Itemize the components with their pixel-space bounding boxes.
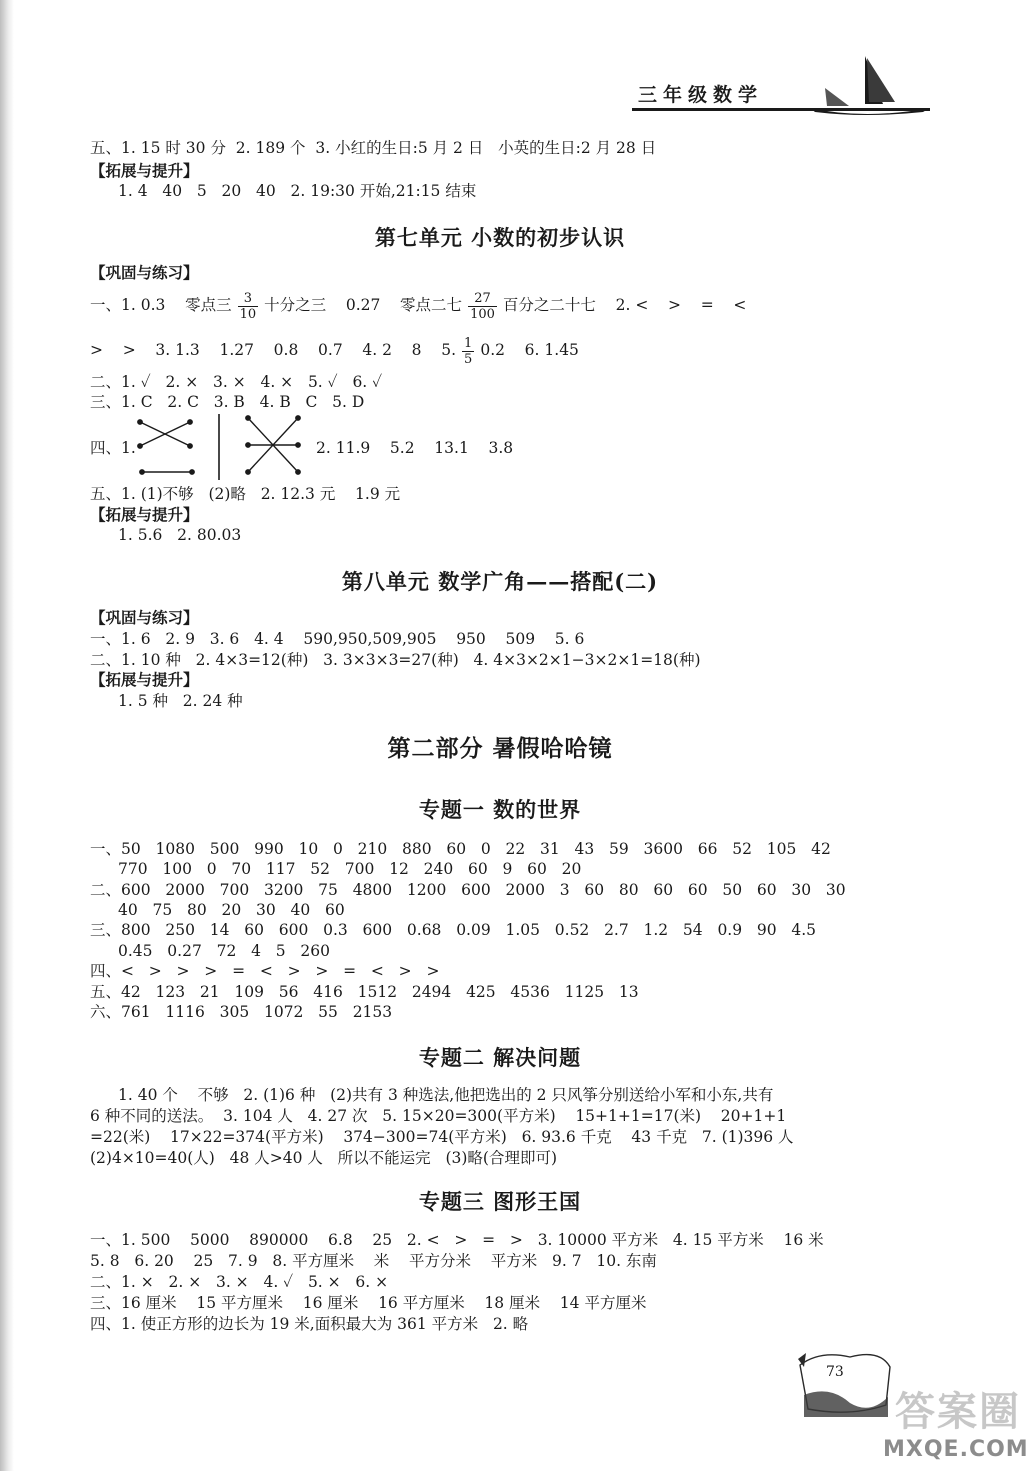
fraction-numerator: 3 — [238, 291, 259, 307]
unit7-q1-line2 — [90, 333, 579, 367]
topic1-line: 0.45 0.27 72 4 5 260 — [118, 942, 330, 960]
fraction-denominator: 100 — [470, 306, 495, 322]
topic3-line: 三、16 厘米 15 平方厘米 16 厘米 16 平方厘米 18 厘米 14 平方厘米 — [90, 1294, 647, 1312]
topic2-line: =22(米) 17×22=374(平方米) 374−300=74(平方米) 6. 93.6 千克 43 千克 7. (1)396 人 — [90, 1128, 794, 1146]
topic1-line: 五、42 123 21 109 56 416 1512 2494 425 4536 1125 13 — [90, 983, 639, 1001]
unit7-practice-label: 【巩固与练习】 — [90, 263, 199, 282]
fraction-numerator: 27 — [468, 291, 497, 307]
fraction-denominator: 10 — [239, 306, 257, 322]
topic1-line: 四、< > > > = < > > = < > > — [90, 962, 440, 980]
topic3-line: 5. 8 6. 20 25 7. 9 8. 平方厘米 米 平方分米 平方米 9. 7 10. 东南 — [90, 1252, 657, 1270]
unit8-practice-label: 【巩固与练习】 — [90, 608, 199, 627]
topic1-title: 专题一 数的世界 — [418, 797, 582, 822]
topic2-line: 1. 40 个 不够 2. (1)6 种 (2)共有 3 种选法,他把选出的 2 只风筝分别送给小军和小东,共有 — [118, 1086, 774, 1104]
part2-title: 第二部分 暑假哈哈镜 — [387, 735, 613, 762]
unit8-title: 第八单元 数学广角——搭配(二) — [341, 569, 659, 594]
topic2-title: 专题二 解决问题 — [418, 1045, 582, 1070]
header-rule — [632, 108, 930, 111]
unit7-ext: 1. 5.6 2. 80.03 — [118, 526, 242, 544]
topic1-line: 770 100 0 70 117 52 700 12 240 60 9 60 20 — [118, 860, 582, 878]
watermark-url: MXQE.COM — [883, 1437, 1029, 1462]
topic2-line: (2)4×10=40(人) 48 人>40 人 所以不能运完 (3)略(合理即可) — [90, 1149, 558, 1167]
topic1-line: 一、50 1080 500 990 10 0 210 880 60 0 22 31 43 59 3600 66 52 105 42 — [90, 840, 831, 858]
fraction-3-10 — [238, 291, 259, 322]
q1-text-a: 一、1. 0.3 零点三 — [90, 296, 232, 314]
unit8-ext-label: 【拓展与提升】 — [90, 670, 199, 689]
unit7-q4-label: 四、1. — [90, 439, 136, 457]
fraction-27-100 — [468, 291, 497, 322]
topic1-line: 40 75 80 20 30 40 60 — [118, 901, 345, 919]
unit7-title: 第七单元 小数的初步认识 — [374, 225, 626, 250]
top-line-1: 五、1. 15 时 30 分 2. 189 个 3. 小红的生日:5 月 2 日 小英的生日:2 月 28 日 — [90, 139, 657, 157]
topic3-line: 二、1. × 2. × 3. × 4. ✓ 5. × 6. × — [90, 1273, 389, 1291]
unit7-q5: 五、1. (1)不够 (2)略 2. 12.3 元 1.9 元 — [90, 485, 401, 503]
unit8-ext: 1. 5 种 2. 24 种 — [118, 692, 243, 710]
page-corner-illustration — [790, 1345, 900, 1425]
topic1-line: 三、800 250 14 60 600 0.3 600 0.68 0.09 1.05 0.52 2.7 1.2 54 0.9 90 4.5 — [90, 921, 817, 939]
q1-line2-text-a: > > 3. 1.3 1.27 0.8 0.7 4. 2 8 5. — [90, 341, 457, 359]
unit7-q3: 三、1. C 2. C 3. B 4. B C 5. D — [90, 393, 365, 411]
top-ext-label: 【拓展与提升】 — [90, 161, 199, 180]
topic3-line: 四、1. 使正方形的边长为 19 米,面积最大为 361 平方米 2. 略 — [90, 1315, 529, 1333]
topic3-title: 专题三 图形王国 — [418, 1189, 582, 1214]
topic1-line: 六、761 1116 305 1072 55 2153 — [90, 1003, 393, 1021]
q1-line2-text-b: 0.2 6. 1.45 — [480, 341, 579, 359]
page-number: 73 — [826, 1364, 844, 1380]
topic2-line: 6 种不同的送法。 3. 104 人 4. 27 次 5. 15×20=300(平方米) 15+1+1=17(米) 20+1+1 — [90, 1107, 787, 1125]
topic1-line: 二、600 2000 700 3200 75 4800 1200 600 2000 3 60 80 60 60 50 60 30 30 — [90, 881, 846, 899]
top-line-2: 1. 4 40 5 20 40 2. 19:30 开始,21:15 结束 — [118, 182, 477, 200]
q1-text-b: 十分之三 0.27 零点二七 — [264, 296, 463, 314]
watermark — [883, 1380, 1029, 1462]
fraction-denominator: 5 — [464, 351, 473, 367]
q1-text-c: 百分之二十七 2. < > = < — [502, 296, 747, 314]
fraction-numerator: 1 — [464, 335, 473, 351]
unit7-q4-rest: 2. 11.9 5.2 13.1 3.8 — [316, 439, 514, 457]
matching-lines-diagram — [130, 412, 310, 482]
unit7-ext-label: 【拓展与提升】 — [90, 505, 199, 524]
watermark-logo: 答案圈 — [895, 1389, 1021, 1435]
header-title: 三年级数学 — [638, 84, 764, 106]
unit7-q2: 二、1. ✓ 2. × 3. × 4. × 5. ✓ 6. ✓ — [90, 373, 383, 391]
unit8-q2: 二、1. 10 种 2. 4×3=12(种) 3. 3×3×3=27(种) 4. 4×3×2×1−3×2×1=18(种) — [90, 651, 701, 669]
fraction-1-5 — [462, 336, 474, 367]
unit8-q1: 一、1. 6 2. 9 3. 6 4. 4 590,950,509,905 950 509 5. 6 — [90, 630, 585, 648]
unit7-q1-line1 — [90, 288, 746, 322]
topic3-line: 一、1. 500 5000 890000 6.8 25 2. < > = > 3. 10000 平方米 4. 15 平方米 16 米 — [90, 1231, 824, 1249]
